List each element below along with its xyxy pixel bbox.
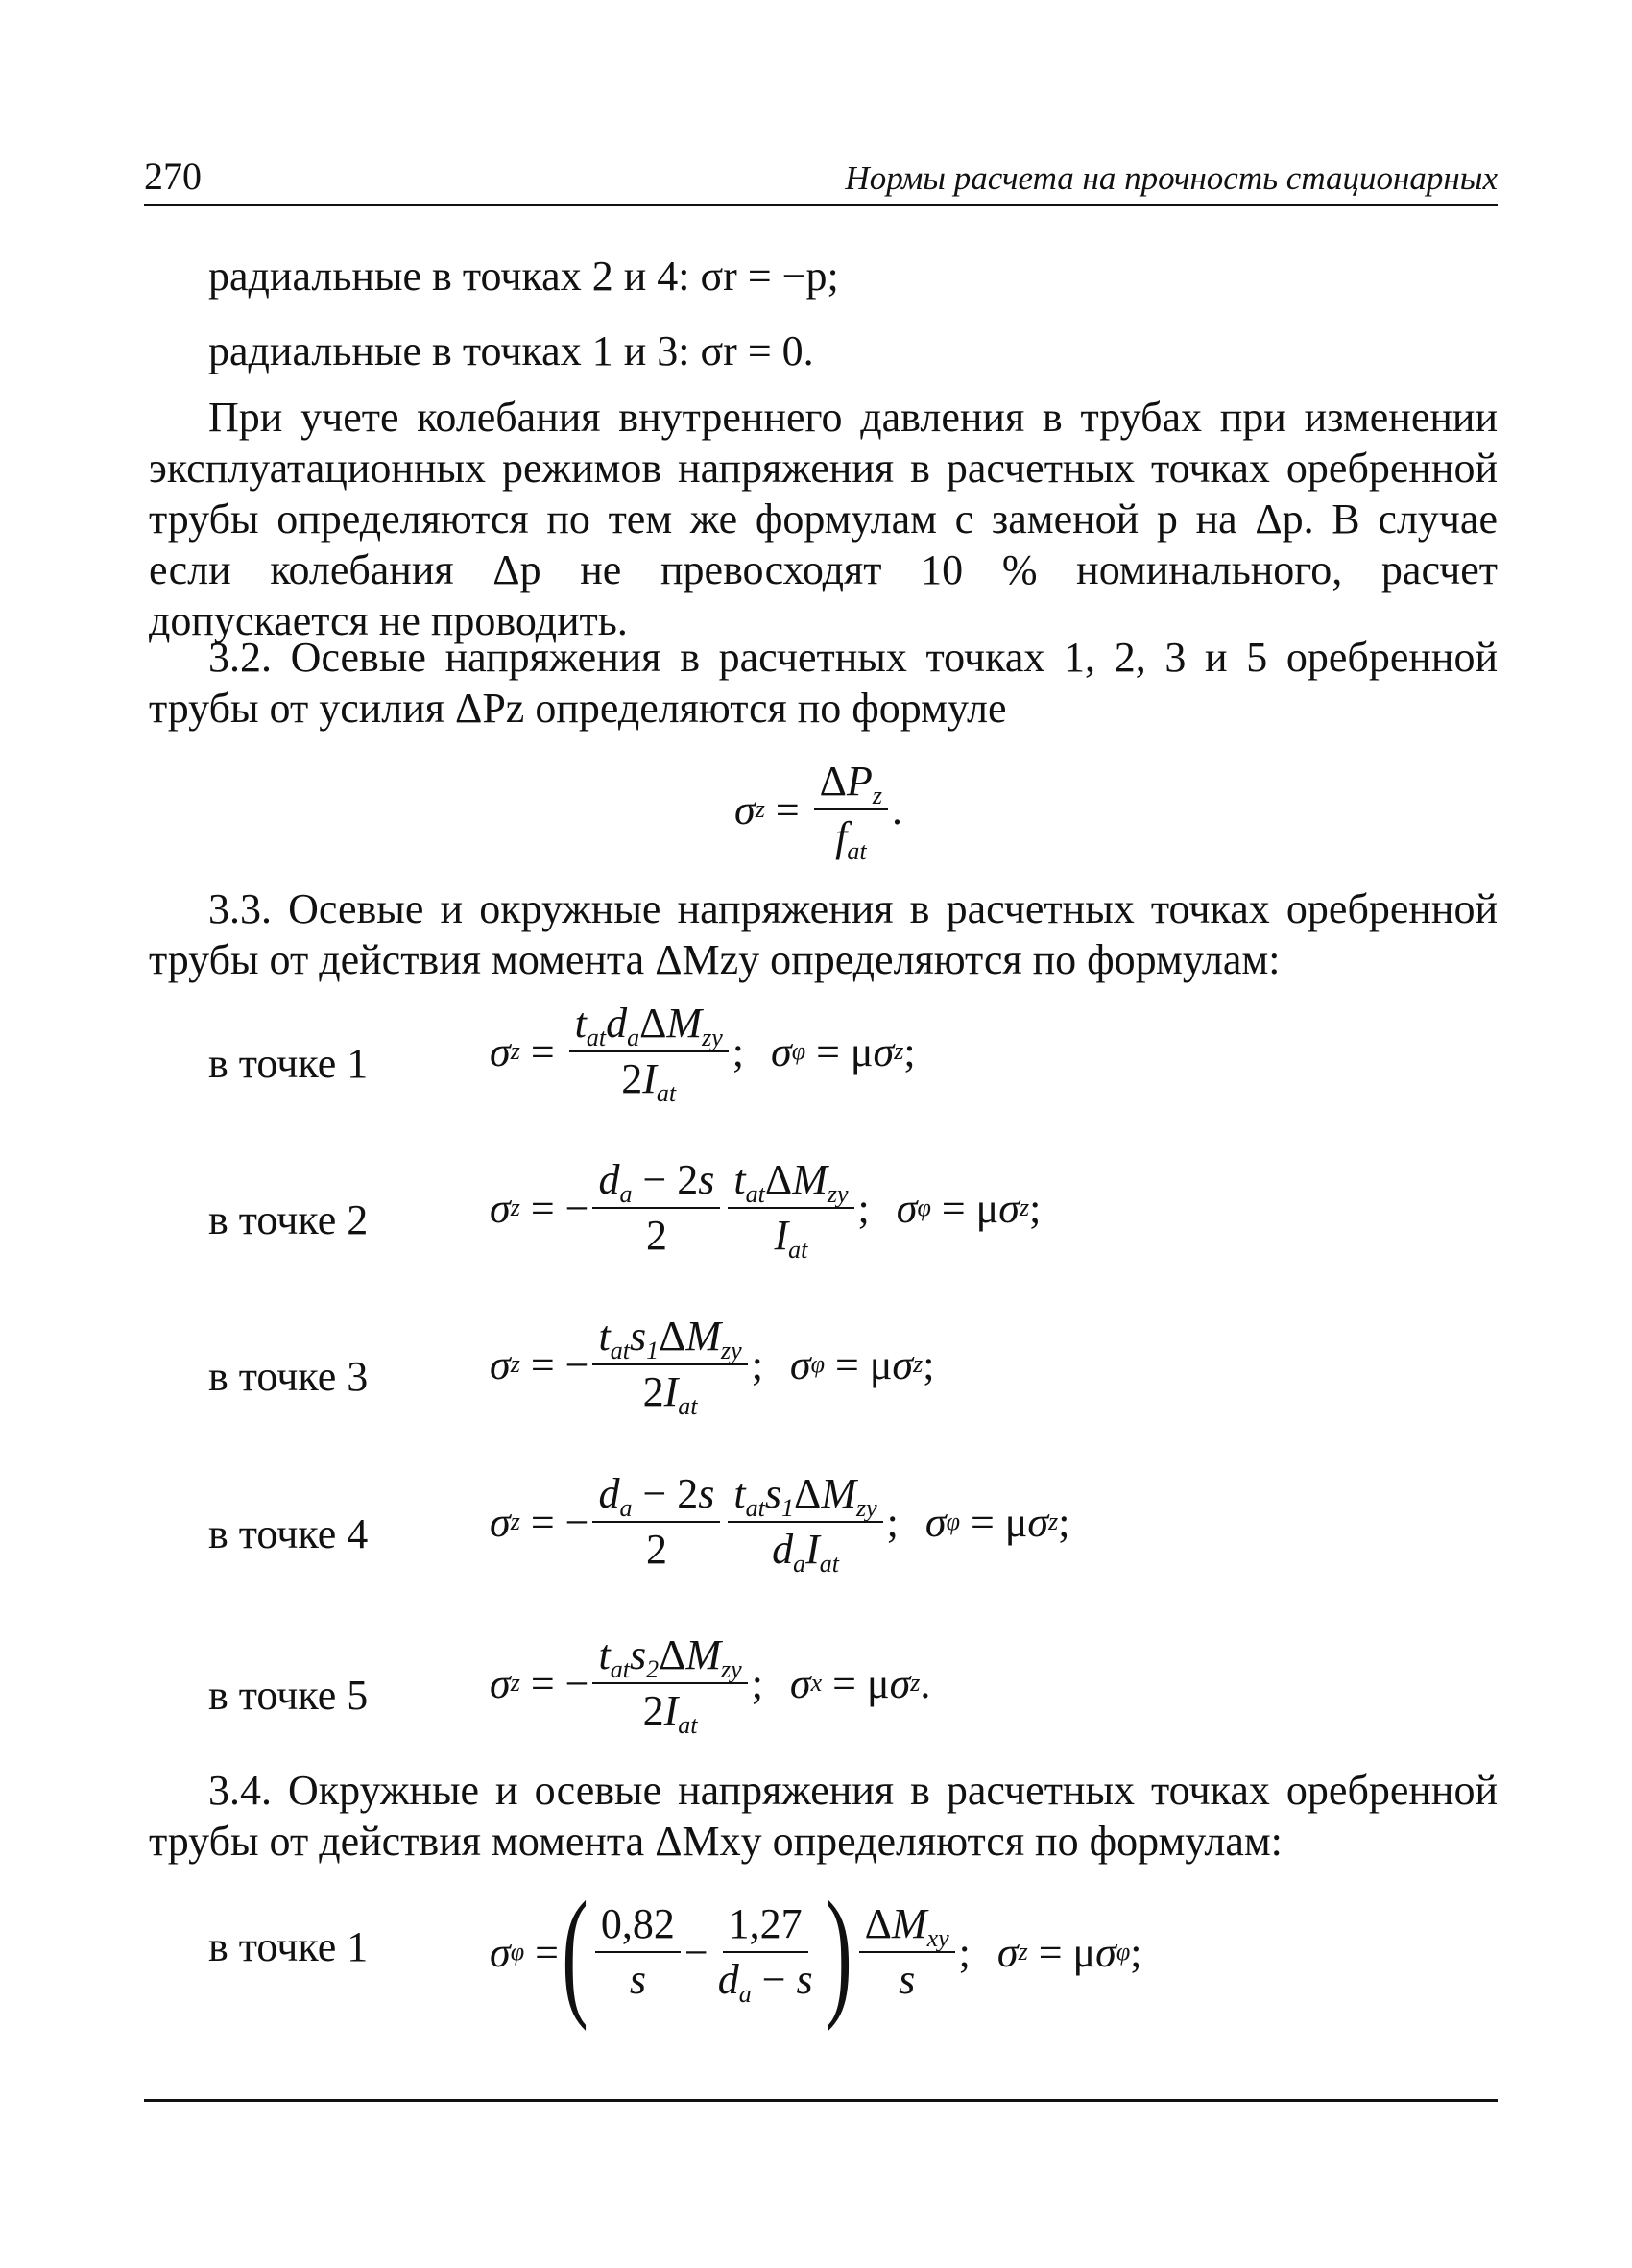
- formula-3-3-point-3: σ z = − $\frac{t_{at}s_1\Delta M_{zy}}{2I_{at}}$ ; σ φ = μ σ z ;: [490, 1313, 935, 1420]
- running-head: Нормы расчета на прочность стационарных: [845, 159, 1498, 197]
- paragraph-3-2: 3.2. Осевые напряжения в расчетных точках 1, 2, 3 и 5 оребренной трубы от усилия ΔPz определяются по формуле: [149, 634, 1498, 732]
- label-point-5: в точке 5: [208, 1672, 369, 1719]
- label-point-2: в точке 2: [208, 1196, 369, 1243]
- formula-3-3-point-5: σ z = − $\frac{t_{at}s_2\Delta M_{zy}}{2I_{at}}$ ; σ x = μ σ z .: [490, 1631, 931, 1739]
- radial-stress-line-2-4: радиальные в точках 2 и 4: σr = −p;: [208, 253, 839, 300]
- formula-3-4-point-1: σ φ = ( $\frac{0,82}{s}$ − $\frac{1,27}{d_a - s}$ ) $\frac{\Delta M_{xy}}{s}$ ; σ z = μ σ φ ;: [490, 1872, 1142, 2032]
- label-point-1: в точке 1: [208, 1040, 369, 1087]
- paragraph-3-3: 3.3. Осевые и окружные напряжения в расчетных точках оребренной трубы от действия момента ΔMzy определяются по формулам:: [149, 885, 1498, 983]
- formula-3-3-point-1: σ z = $\frac{t_{at}d_a\Delta M_{zy}}{2I_{at}}$ ; σ φ = μ σ z ;: [490, 1000, 916, 1107]
- label-point-4: в точке 4: [208, 1510, 369, 1557]
- label-point-1-b: в точке 1: [208, 1923, 369, 1970]
- page-number: 270: [144, 155, 202, 198]
- formula-3-3-point-4: σ z = − $\frac{d_a - 2s}{2}$ $\frac{t_{at}s_1\Delta M_{zy}}{d_aI_{at}}$ ; σ φ = μ σ z ;: [490, 1470, 1070, 1578]
- paragraph-3-4: 3.4. Окружные и осевые напряжения в расчетных точках оребренной трубы от действия момента ΔMxy определяются по формулам:: [149, 1767, 1498, 1865]
- label-point-3: в точке 3: [208, 1353, 369, 1400]
- formula-3-2: σ z = $\frac{\Delta P_z}{f_{at}}$ .: [734, 758, 902, 865]
- radial-stress-line-1-3: радиальные в точках 1 и 3: σr = 0.: [208, 327, 814, 374]
- header-rule: [144, 204, 1498, 206]
- formula-3-3-point-2: σ z = − $\frac{d_a - 2s}{2}$ $\frac{t_{at}\Delta M_{zy}}{I_{at}}$ ; σ φ = μ σ z ;: [490, 1156, 1042, 1264]
- footer-rule: [144, 2099, 1498, 2102]
- paragraph-pressure-fluctuation: При учете колебания внутреннего давления в трубах при изменении эксплуатационных режимов напряжения в расчетных точках оребренной трубы определяются по тем же формулам с заменой p на Δp. В случае если колебания Δp не превосходят 10 % номинального, расчет допускается не проводить.: [149, 394, 1498, 644]
